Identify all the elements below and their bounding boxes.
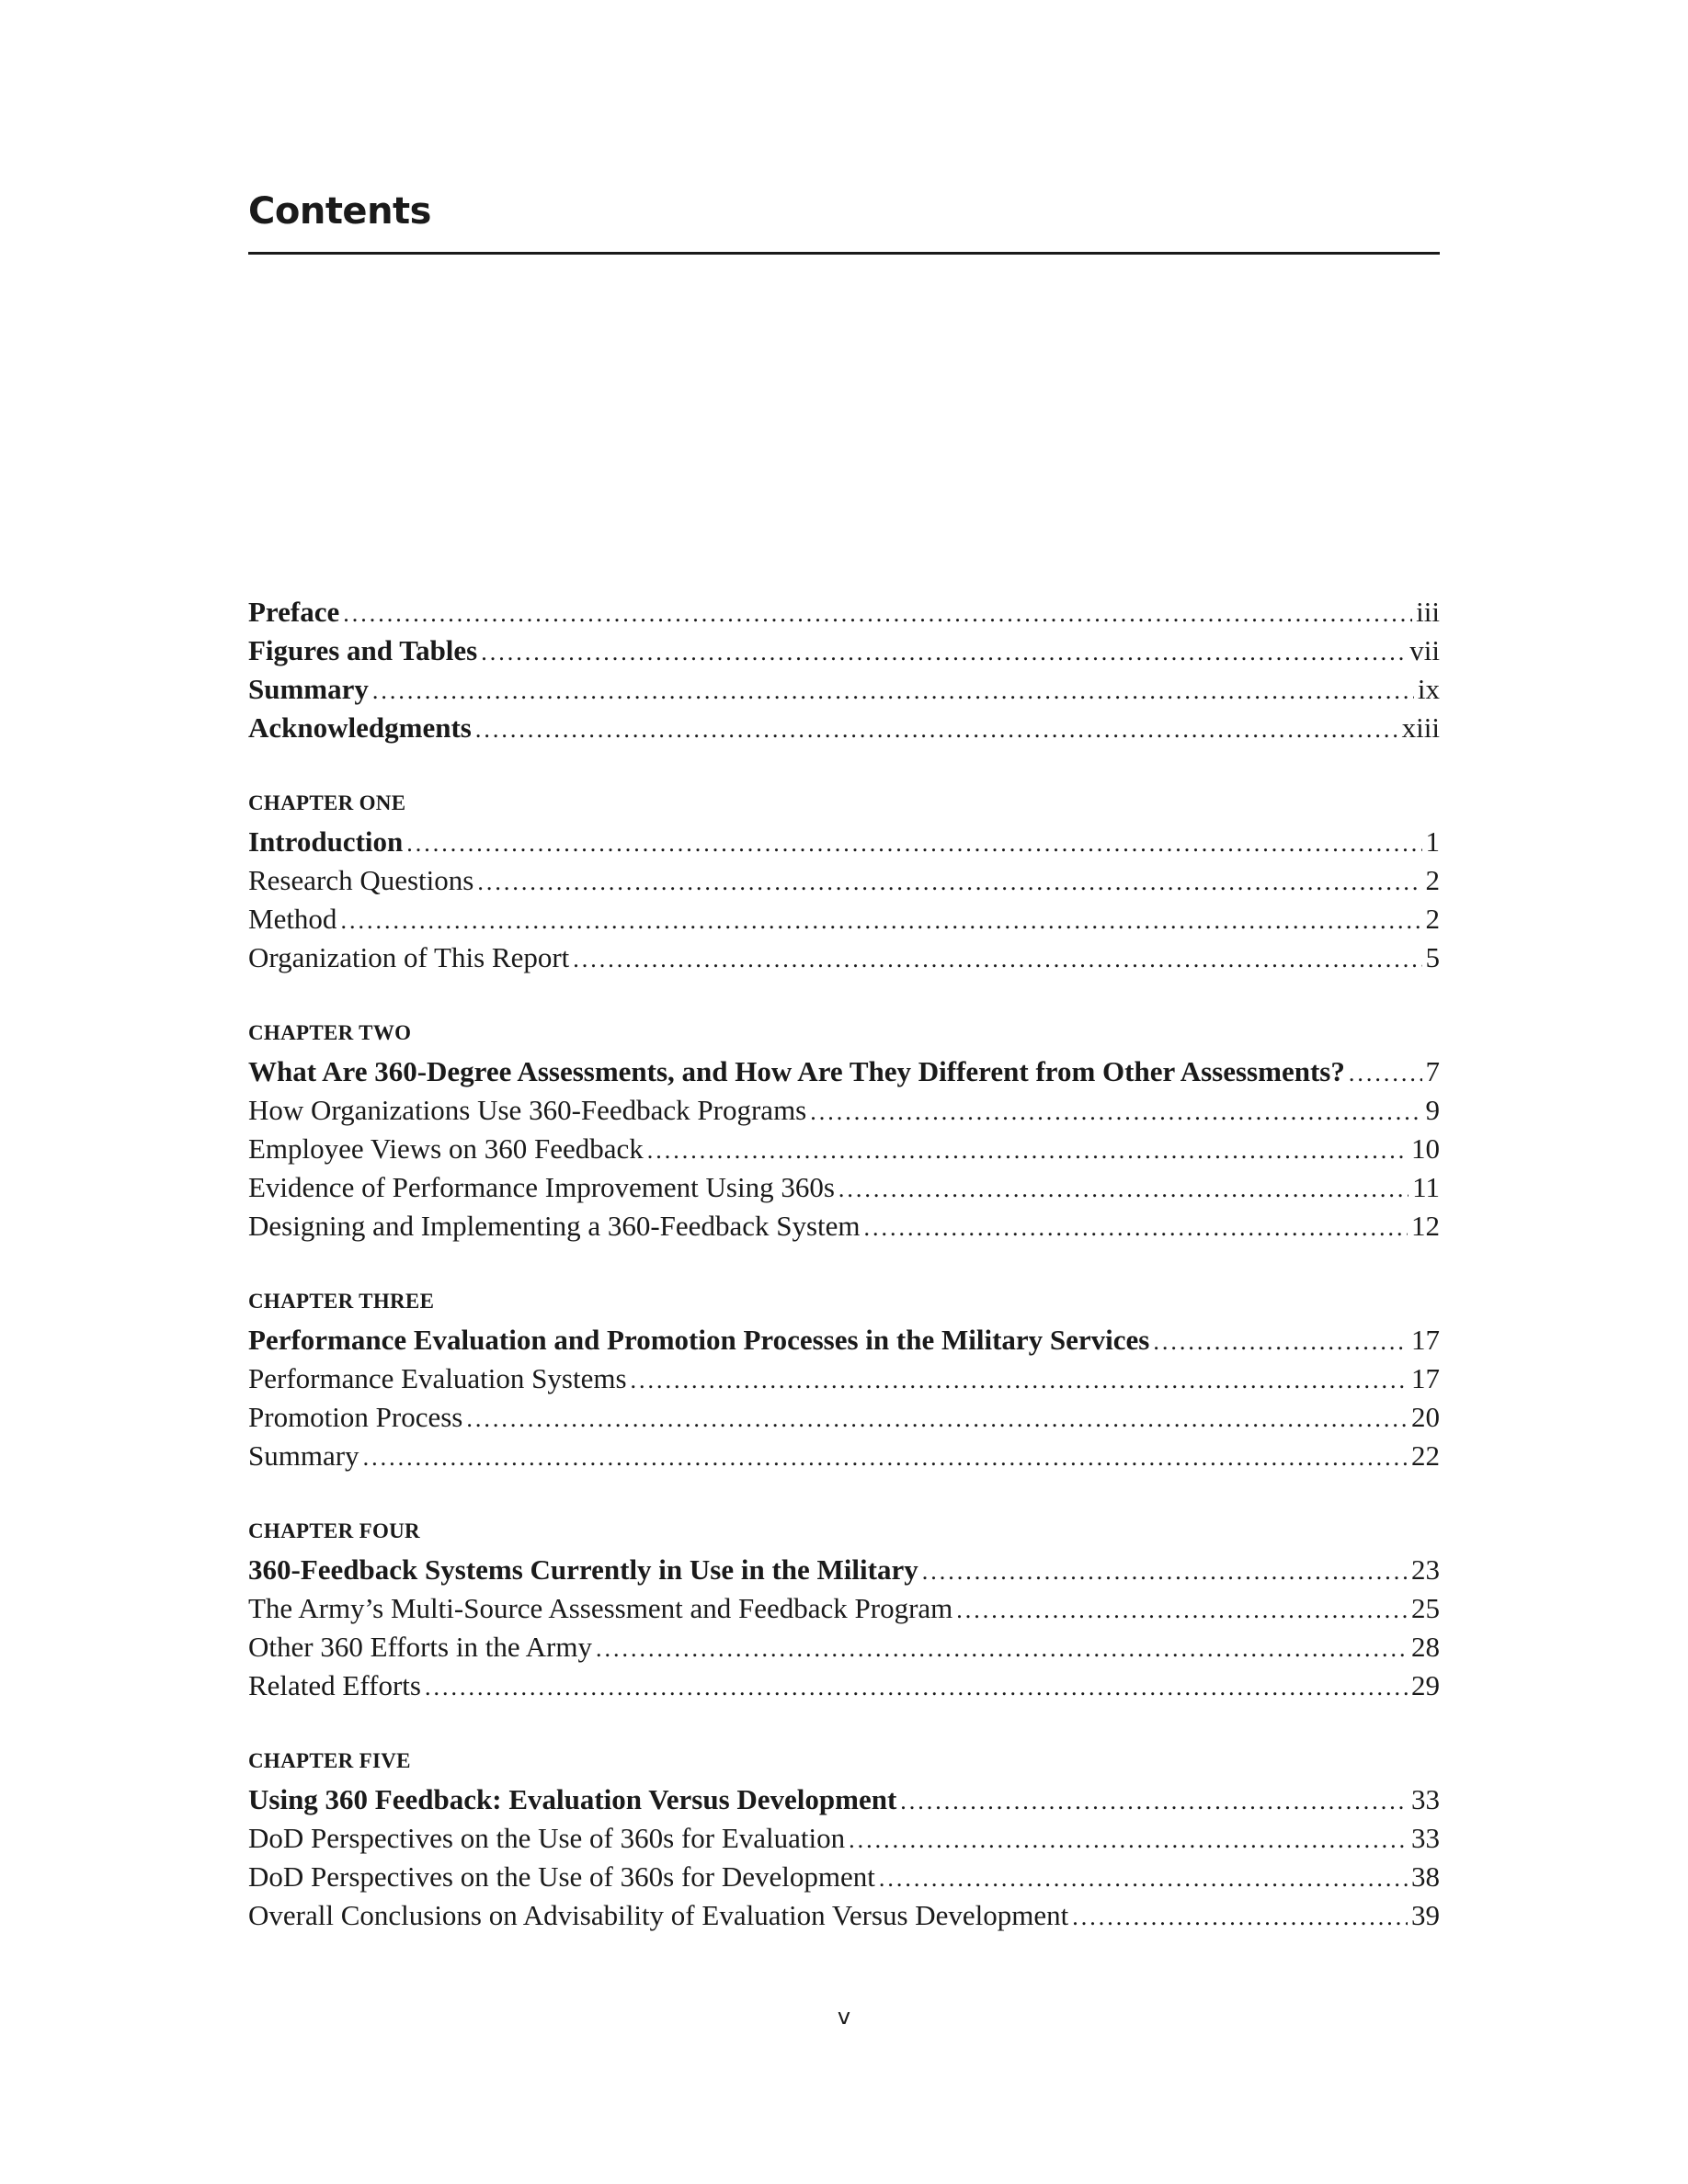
dot-leader bbox=[864, 1209, 1408, 1247]
toc-entry-title: Organization of This Report bbox=[248, 941, 570, 973]
toc-entry-title: Performance Evaluation and Promotion Processes in the Military Services bbox=[248, 1324, 1150, 1356]
toc-entry-page: 22 bbox=[1411, 1439, 1440, 1472]
table-of-contents bbox=[248, 593, 1440, 1935]
toc-chapter-title[interactable] bbox=[248, 1052, 1440, 1091]
dot-leader bbox=[573, 940, 1421, 979]
toc-entry-page: 39 bbox=[1411, 1899, 1440, 1931]
toc-entry-page: 11 bbox=[1412, 1171, 1440, 1203]
chapter-two bbox=[248, 1012, 1440, 1246]
chapter-one bbox=[248, 782, 1440, 977]
toc-entry-title: Evidence of Performance Improvement Using 360s bbox=[248, 1171, 835, 1203]
page-number: v bbox=[837, 2004, 851, 2030]
chapter-five bbox=[248, 1740, 1440, 1935]
toc-section[interactable] bbox=[248, 1130, 1440, 1168]
toc-entry-page: 38 bbox=[1411, 1860, 1440, 1893]
toc-entry-page: 33 bbox=[1411, 1783, 1440, 1815]
toc-entry-page: 28 bbox=[1411, 1631, 1440, 1663]
toc-entry-page: 5 bbox=[1425, 941, 1440, 973]
dot-leader bbox=[340, 902, 1421, 940]
toc-entry-page: 1 bbox=[1425, 825, 1440, 858]
toc-entry-title: The Army’s Multi-Source Assessment and Feedback Program bbox=[248, 1592, 953, 1624]
toc-entry-title: How Organizations Use 360-Feedback Programs bbox=[248, 1094, 807, 1126]
dot-leader bbox=[466, 1400, 1408, 1439]
toc-entry-title: What Are 360-Degree Assessments, and How Are They Different from Other Assessments? bbox=[248, 1055, 1345, 1087]
dot-leader bbox=[475, 711, 1398, 749]
chapter-label: CHAPTER ONE bbox=[248, 791, 406, 814]
toc-entry-page: 17 bbox=[1411, 1324, 1440, 1356]
dot-leader bbox=[363, 1439, 1408, 1477]
toc-section[interactable] bbox=[248, 900, 1440, 938]
toc-entry-title: DoD Perspectives on the Use of 360s for Evaluation bbox=[248, 1822, 846, 1854]
title-rule bbox=[248, 252, 1440, 255]
page-title: Contents bbox=[248, 190, 431, 233]
toc-entry-preface[interactable] bbox=[248, 593, 1440, 631]
dot-leader bbox=[596, 1630, 1408, 1668]
toc-entry-title: Method bbox=[248, 903, 337, 935]
toc-section[interactable] bbox=[248, 1207, 1440, 1246]
toc-section[interactable] bbox=[248, 1858, 1440, 1896]
toc-entry-title: Summary bbox=[248, 1439, 359, 1472]
toc-entry-title: Research Questions bbox=[248, 864, 474, 896]
toc-entry-title: Overall Conclusions on Advisability of Evaluation Versus Development bbox=[248, 1899, 1069, 1931]
toc-entry-page: 2 bbox=[1425, 864, 1440, 896]
dot-leader bbox=[647, 1132, 1408, 1170]
dot-leader bbox=[900, 1782, 1408, 1821]
toc-entry-title: Performance Evaluation Systems bbox=[248, 1362, 627, 1394]
chapter-four bbox=[248, 1510, 1440, 1705]
toc-section[interactable] bbox=[248, 861, 1440, 900]
toc-section[interactable] bbox=[248, 1091, 1440, 1130]
chapter-three bbox=[248, 1280, 1440, 1475]
dot-leader bbox=[372, 672, 1414, 711]
toc-entry-page: 25 bbox=[1411, 1592, 1440, 1624]
toc-entry-title: Preface bbox=[248, 596, 340, 628]
dot-leader bbox=[1153, 1323, 1408, 1361]
toc-chapter-title[interactable] bbox=[248, 1551, 1440, 1589]
toc-entry-figures-and-tables[interactable] bbox=[248, 631, 1440, 670]
toc-entry-title: Introduction bbox=[248, 825, 404, 858]
toc-section[interactable] bbox=[248, 938, 1440, 977]
toc-entry-page: xiii bbox=[1401, 711, 1440, 744]
dot-leader bbox=[343, 595, 1412, 633]
dot-leader bbox=[406, 825, 1421, 863]
toc-entry-page: ix bbox=[1417, 673, 1440, 705]
toc-section[interactable] bbox=[248, 1359, 1440, 1398]
dot-leader bbox=[922, 1553, 1408, 1591]
toc-chapter-title[interactable] bbox=[248, 1780, 1440, 1819]
toc-section[interactable] bbox=[248, 1398, 1440, 1437]
chapter-label: CHAPTER FIVE bbox=[248, 1749, 411, 1772]
dot-leader bbox=[879, 1860, 1408, 1898]
toc-section[interactable] bbox=[248, 1589, 1440, 1628]
toc-entry-title: Related Efforts bbox=[248, 1669, 421, 1701]
toc-entry-title: Designing and Implementing a 360-Feedback System bbox=[248, 1210, 861, 1242]
chapter-label: CHAPTER FOUR bbox=[248, 1519, 420, 1542]
toc-section[interactable] bbox=[248, 1896, 1440, 1935]
toc-section[interactable] bbox=[248, 1628, 1440, 1666]
toc-chapter-title[interactable] bbox=[248, 1321, 1440, 1359]
toc-entry-title: Promotion Process bbox=[248, 1401, 463, 1433]
toc-section[interactable] bbox=[248, 1666, 1440, 1705]
dot-leader bbox=[631, 1361, 1408, 1400]
toc-section[interactable] bbox=[248, 1819, 1440, 1858]
dot-leader bbox=[477, 863, 1421, 902]
toc-entry-title: Summary bbox=[248, 673, 369, 705]
toc-entry-page: 29 bbox=[1411, 1669, 1440, 1701]
dot-leader bbox=[956, 1591, 1408, 1630]
toc-entry-summary[interactable] bbox=[248, 670, 1440, 709]
dot-leader bbox=[1072, 1898, 1408, 1937]
toc-entry-page: iii bbox=[1416, 596, 1440, 628]
toc-entry-title: Acknowledgments bbox=[248, 711, 472, 744]
toc-entry-page: 33 bbox=[1411, 1822, 1440, 1854]
toc-section[interactable] bbox=[248, 1437, 1440, 1475]
toc-entry-title: 360-Feedback Systems Currently in Use in the Military bbox=[248, 1553, 918, 1586]
toc-entry-page: 9 bbox=[1425, 1094, 1440, 1126]
toc-entry-title: DoD Perspectives on the Use of 360s for Development bbox=[248, 1860, 875, 1893]
toc-entry-title: Employee Views on 360 Feedback bbox=[248, 1132, 644, 1165]
toc-entry-page: 10 bbox=[1411, 1132, 1440, 1165]
toc-entry-page: vii bbox=[1409, 634, 1440, 666]
dot-leader bbox=[481, 633, 1406, 672]
toc-entry-page: 17 bbox=[1411, 1362, 1440, 1394]
dot-leader bbox=[810, 1093, 1421, 1132]
toc-entry-page: 7 bbox=[1425, 1055, 1440, 1087]
front-matter bbox=[248, 593, 1440, 747]
toc-entry-title: Figures and Tables bbox=[248, 634, 478, 666]
toc-entry-title: Using 360 Feedback: Evaluation Versus Development bbox=[248, 1783, 897, 1815]
dot-leader bbox=[849, 1821, 1408, 1860]
chapter-label: CHAPTER TWO bbox=[248, 1021, 412, 1044]
dot-leader bbox=[1349, 1054, 1422, 1093]
dot-leader bbox=[425, 1668, 1408, 1707]
chapter-label: CHAPTER THREE bbox=[248, 1290, 435, 1313]
toc-section[interactable] bbox=[248, 1168, 1440, 1207]
dot-leader bbox=[838, 1170, 1409, 1209]
toc-entry-page: 20 bbox=[1411, 1401, 1440, 1433]
toc-entry-acknowledgments[interactable] bbox=[248, 709, 1440, 747]
toc-entry-page: 23 bbox=[1411, 1553, 1440, 1586]
toc-entry-page: 2 bbox=[1425, 903, 1440, 935]
toc-entry-page: 12 bbox=[1411, 1210, 1440, 1242]
toc-chapter-title[interactable] bbox=[248, 823, 1440, 861]
toc-entry-title: Other 360 Efforts in the Army bbox=[248, 1631, 592, 1663]
